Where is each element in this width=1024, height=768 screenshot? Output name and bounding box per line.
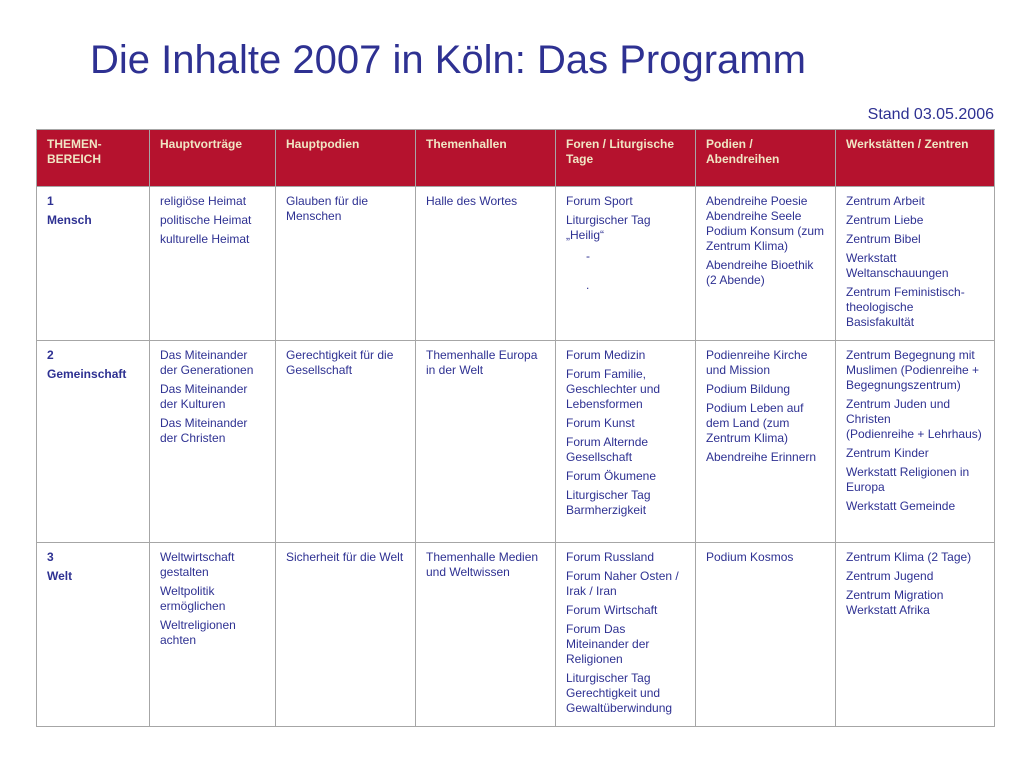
list-item: Sicherheit für die Welt	[286, 550, 404, 564]
list-item: Zentrum Juden und Christen (Podienreihe + Lehrhaus)	[846, 397, 982, 441]
cell-themenhallen	[416, 187, 556, 341]
cell-podien	[696, 187, 836, 341]
list-item: Liturgischer Tag Gerechtigkeit und Gewaltüberwindung	[566, 671, 673, 715]
header-label: Foren / Liturgische Tage	[566, 137, 675, 166]
cell-hauptvortraege	[150, 341, 276, 543]
list-item: Podienreihe Kirche und Mission	[706, 348, 808, 377]
cell-themenbereich	[37, 341, 150, 543]
header-foren	[556, 130, 696, 187]
list-item: Forum Das Miteinander der Religionen	[566, 622, 650, 666]
theme-number: 1	[47, 194, 54, 208]
list-item: politische Heimat	[160, 213, 252, 227]
cell-podien	[696, 341, 836, 543]
theme-name: Gemeinschaft	[47, 367, 127, 381]
cell-werkstaetten	[836, 543, 995, 727]
cell-foren	[556, 341, 696, 543]
header-label: Werkstätten / Zentren	[846, 137, 969, 151]
list-item: Forum Medizin	[566, 348, 646, 362]
list-item: Podium Leben auf dem Land (zum Zentrum Klima)	[706, 401, 804, 445]
list-item: Zentrum Kinder	[846, 446, 929, 460]
list-item: Forum Kunst	[566, 416, 635, 430]
cell-podien	[696, 543, 836, 727]
header-label: Hauptpodien	[286, 137, 360, 151]
cell-werkstaetten	[836, 187, 995, 341]
cell-hauptvortraege	[150, 543, 276, 727]
list-item: Liturgischer Tag „Heilig“	[566, 213, 651, 242]
header-werkstaetten	[836, 130, 995, 187]
cell-themenbereich	[37, 187, 150, 341]
header-label: Themenhallen	[426, 137, 507, 151]
theme-number: 2	[47, 348, 54, 362]
table-row	[37, 543, 995, 727]
list-item: -	[586, 249, 590, 263]
table-row	[37, 341, 995, 543]
theme-number: 3	[47, 550, 54, 564]
header-label: Hauptvorträge	[160, 137, 243, 151]
list-item: Zentrum Feministisch-theologische Basisfakultät	[846, 285, 965, 329]
list-item: Werkstatt Gemeinde	[846, 499, 956, 513]
header-label: Podien / Abendreihen	[706, 137, 780, 166]
list-item: Podium Kosmos	[706, 550, 794, 564]
header-themenbereich	[37, 130, 150, 187]
list-item: Forum Familie, Geschlechter und Lebensformen	[566, 367, 661, 411]
list-item: Weltpolitik ermöglichen	[160, 584, 226, 613]
list-item: kulturelle Heimat	[160, 232, 250, 246]
theme-name: Mensch	[47, 213, 92, 227]
theme-name: Welt	[47, 569, 73, 583]
cell-werkstaetten	[836, 341, 995, 543]
cell-foren	[556, 187, 696, 341]
cell-foren	[556, 543, 696, 727]
program-table	[36, 129, 995, 727]
list-item: Halle des Wortes	[426, 194, 518, 208]
list-item: Themenhalle Medien und Weltwissen	[426, 550, 539, 579]
list-item: Zentrum Klima (2 Tage)	[846, 550, 972, 564]
table-row	[37, 187, 995, 341]
list-item: Forum Russland	[566, 550, 655, 564]
list-item: Gerechtigkeit für die Gesellschaft	[286, 348, 394, 377]
list-item: Glauben für die Menschen	[286, 194, 369, 223]
header-podien	[696, 130, 836, 187]
list-item: Abendreihe Erinnern	[706, 450, 817, 464]
list-item: Abendreihe Bioethik (2 Abende)	[706, 258, 814, 287]
list-item: religiöse Heimat	[160, 194, 247, 208]
header-hauptvortraege	[150, 130, 276, 187]
cell-hauptpodien	[276, 543, 416, 727]
list-item: .	[586, 278, 590, 292]
list-item: Podium Bildung	[706, 382, 791, 396]
list-item: Das Miteinander der Kulturen	[160, 382, 248, 411]
cell-hauptpodien	[276, 187, 416, 341]
list-item: Zentrum Liebe	[846, 213, 924, 227]
list-item: Abendreihe Poesie Abendreihe Seele Podium Konsum (zum Zentrum Klima)	[706, 194, 825, 253]
list-item: Forum Wirtschaft	[566, 603, 658, 617]
list-item: Das Miteinander der Christen	[160, 416, 248, 445]
header-hauptpodien	[276, 130, 416, 187]
cell-themenbereich	[37, 543, 150, 727]
list-item: Forum Naher Osten / Irak / Iran	[566, 569, 679, 598]
list-item: Werkstatt Weltanschauungen	[846, 251, 949, 280]
list-item: Themenhalle Europa in der Welt	[426, 348, 538, 377]
list-item: Liturgischer Tag Barmherzigkeit	[566, 488, 651, 517]
header-label: THEMEN- BEREICH	[47, 137, 102, 166]
cell-themenhallen	[416, 543, 556, 727]
cell-hauptvortraege	[150, 187, 276, 341]
list-item: Weltreligionen achten	[160, 618, 236, 647]
list-item: Forum Alternde Gesellschaft	[566, 435, 649, 464]
list-item: Zentrum Arbeit	[846, 194, 925, 208]
list-item: Zentrum Bibel	[846, 232, 921, 246]
list-item: Zentrum Migration Werkstatt Afrika	[846, 588, 944, 617]
list-item: Zentrum Begegnung mit Muslimen (Podienreihe + Begegnungszentrum)	[846, 348, 980, 392]
list-item: Das Miteinander der Generationen	[160, 348, 254, 377]
list-item: Forum Sport	[566, 194, 633, 208]
cell-hauptpodien	[276, 341, 416, 543]
list-item: Forum Ökumene	[566, 469, 657, 483]
list-item: Zentrum Jugend	[846, 569, 934, 583]
header-themenhallen	[416, 130, 556, 187]
cell-themenhallen	[416, 341, 556, 543]
page-title: Die Inhalte 2007 in Köln: Das Programm	[90, 38, 806, 82]
list-item: Werkstatt Religionen in Europa	[846, 465, 970, 494]
stand-date: Stand 03.05.2006	[867, 106, 994, 123]
list-item: Weltwirtschaft gestalten	[160, 550, 235, 579]
table-header-row	[37, 130, 995, 187]
